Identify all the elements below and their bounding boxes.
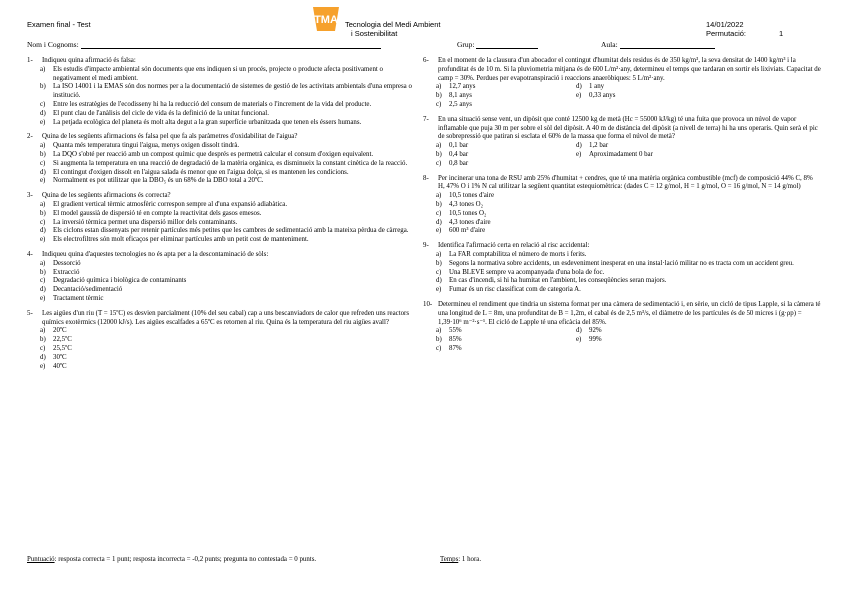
exam-date: 14/01/2022: [706, 20, 744, 29]
option-text: Fumar és un risc classificat com de categoria A.: [449, 286, 581, 294]
option-text: La DQO s'obté per reacció amb un compost químic que després es permetrà calcular el consum d'oxigen equivalent.: [53, 150, 374, 158]
time-text: : 1 hora.: [458, 556, 482, 563]
answer-option[interactable]: [40, 363, 413, 372]
answer-option[interactable]: [40, 177, 413, 186]
question-number: 4-: [27, 250, 33, 258]
option-letter: a): [436, 250, 442, 258]
option-text: Els ciclons estan dissenyats per retenir partícules més petites que les cambres de sedimentació amb la mateixa pèrdua de càrrega.: [53, 227, 409, 235]
answer-option[interactable]: [576, 92, 821, 101]
option-text: 25,5ºC: [53, 344, 72, 352]
question-number: 6-: [423, 57, 429, 64]
question-header: [423, 57, 821, 83]
answer-option[interactable]: [40, 336, 413, 345]
answer-option[interactable]: [40, 354, 413, 363]
option-text: 0,4 bar: [449, 150, 469, 158]
answer-option[interactable]: [40, 295, 413, 304]
question-block: [27, 251, 413, 304]
option-letter: d): [40, 286, 46, 294]
option-letter: a): [40, 259, 46, 267]
answer-option[interactable]: [40, 269, 413, 278]
scoring-text: : resposta correcta = 1 punt; resposta incorrecta = -0,2 punts; pregunta no contestada = 0 punts.: [54, 556, 317, 563]
answer-option[interactable]: [436, 160, 576, 169]
answer-option[interactable]: [40, 160, 413, 169]
answer-option[interactable]: [40, 83, 413, 101]
option-text: 87%: [449, 344, 462, 352]
question-block: [423, 57, 821, 110]
option-text: 55%: [449, 327, 462, 335]
option-letter: b): [436, 92, 442, 100]
option-text: 12,7 anys: [449, 83, 476, 91]
answer-option[interactable]: [436, 336, 576, 345]
room-label: Aula:: [601, 40, 618, 49]
option-letter: a): [436, 327, 442, 335]
answer-option[interactable]: [40, 227, 413, 236]
name-blank: [81, 48, 381, 49]
answer-option[interactable]: [436, 101, 576, 110]
option-text: La inversió tèrmica permet una dispersió millor dels contaminants.: [53, 218, 238, 226]
option-letter: c): [436, 209, 442, 217]
option-letter: b): [40, 336, 46, 344]
scoring-note: [27, 556, 316, 563]
option-text: 30ºC: [53, 353, 67, 361]
question-header: [27, 310, 413, 328]
option-letter: e): [576, 150, 582, 158]
answer-option[interactable]: [576, 151, 821, 160]
option-letter: e): [436, 227, 442, 235]
question-number: 2-: [27, 133, 33, 141]
question-block: [423, 116, 821, 169]
permutation-value: 1: [779, 29, 784, 38]
question-text: En una situació sense vent, un dipòsit que conté 12500 kg de metà (Hc = 55000 kJ/kg) té una fuita que provoca un núvol de vapor inflamable que puja 30 m per sobre el sòl del dipòsit. A 40 m de distància del dipòsit (a nivell de terra) hi ha uns operaris. Quin serà el pic de sobrepressió que patiran si esclata el 60% de la massa que forma el núvol de metà?: [438, 115, 818, 141]
answer-option[interactable]: [576, 327, 821, 336]
option-text: Aproximadament 0 bar: [589, 150, 653, 158]
answer-option[interactable]: [40, 260, 413, 269]
option-text: 40ºC: [53, 362, 67, 370]
option-text: En cas d'incendi, si hi ha humitat en l'ambient, les conseqüències seran majors.: [449, 277, 667, 285]
option-letter: d): [576, 83, 582, 91]
name-row: [27, 40, 381, 49]
option-text: 4,3 tones d'aire: [449, 218, 491, 226]
answer-option[interactable]: [40, 142, 413, 151]
answer-option[interactable]: [436, 269, 821, 278]
question-header: [423, 116, 821, 142]
answer-option[interactable]: [436, 227, 821, 236]
question-text: Quina de les següents afirmacions és correcta?: [42, 192, 171, 200]
question-block: [27, 310, 413, 372]
option-text: 0,8 bar: [449, 159, 469, 167]
option-text: El punt clau de l'anàlisis del cicle de vida és la definició de la unitat funcional.: [53, 109, 269, 117]
option-text: 10,5 tones d'aire: [449, 192, 495, 200]
time-note: [440, 556, 481, 563]
option-letter: d): [576, 142, 582, 150]
question-number: 9-: [423, 242, 429, 250]
answer-option[interactable]: [40, 101, 413, 110]
group-label: Grup:: [457, 40, 475, 49]
option-text: 8,1 anys: [449, 92, 472, 100]
option-text: Dessorció: [53, 259, 81, 267]
option-letter: c): [436, 159, 442, 167]
question-text: Identifica l'afirmació certa en relació al risc accidental:: [438, 242, 590, 250]
option-letter: e): [576, 92, 582, 100]
answer-option[interactable]: [40, 201, 413, 210]
option-letter: e): [40, 294, 46, 302]
option-text: Decantació/sedimentació: [53, 286, 123, 294]
answer-option[interactable]: [436, 201, 821, 210]
answer-option[interactable]: [40, 219, 413, 228]
option-text: Si augmenta la temperatura en una reacció de degradació de la matèria orgànica, es disminueix la constant cinètica de la reacció.: [53, 159, 408, 167]
answer-option[interactable]: [40, 110, 413, 119]
question-header: [27, 192, 413, 201]
school-logo: [311, 5, 341, 33]
question-header: [423, 301, 821, 327]
option-text: Una BLEVE sempre va acompanyada d'una bola de foc.: [449, 268, 605, 276]
answer-option[interactable]: [436, 83, 576, 92]
option-letter: d): [40, 227, 46, 235]
option-letter: d): [436, 277, 442, 285]
subject-line-1: Tecnologia del Medi Ambient: [345, 20, 441, 29]
option-letter: c): [40, 159, 46, 167]
question-header: [27, 251, 413, 260]
answer-option[interactable]: [576, 336, 821, 345]
option-letter: b): [436, 336, 442, 344]
question-block: [423, 175, 821, 237]
answer-grid: [436, 327, 821, 353]
option-letter: c): [40, 344, 46, 352]
time-label: Temps: [440, 556, 459, 563]
answer-grid: [436, 142, 821, 168]
option-text: El contingut d'oxigen dissolt en l'aigua salada és menor que en l'aigua dolça, si es mantenen les condicions.: [53, 168, 349, 176]
right-column: [423, 57, 821, 360]
question-text: Indiqueu quina d'aquestes tecnologies no és apta per a la descontaminació de sòls:: [42, 250, 269, 258]
option-letter: b): [436, 200, 442, 208]
option-text: 20ºC: [53, 327, 67, 335]
room-blank: [620, 48, 715, 49]
option-letter: c): [40, 218, 46, 226]
question-header: [423, 242, 821, 251]
answer-option[interactable]: [436, 142, 576, 151]
scoring-label: Puntuació: [27, 556, 55, 563]
option-letter: b): [436, 150, 442, 158]
answer-option[interactable]: [40, 151, 413, 160]
group-row: [457, 40, 538, 49]
answer-option[interactable]: [40, 236, 413, 245]
answer-option[interactable]: [40, 119, 413, 128]
question-header: [27, 57, 413, 66]
option-letter: e): [40, 177, 46, 185]
answer-option[interactable]: [436, 92, 576, 101]
question-block: [27, 192, 413, 245]
option-letter: d): [576, 327, 582, 335]
answer-option[interactable]: [40, 345, 413, 354]
option-text: Segons la normativa sobre accidents, un esdeveniment inesperat en una instal·lació militar no es tracta com un accident greu.: [449, 259, 794, 267]
option-text: 0,1 bar: [449, 142, 469, 150]
option-text: El gradient vertical tèrmic atmosfèric correspon sempre al d'una expansió adiabàtica.: [53, 200, 288, 208]
question-text: Per incinerar una tona de RSU amb 25% d'humitat + cendres, que té una matèria orgànica combustible (mcf) de composició 44% C, 8% H, 47% O i 1% N cal utilitzar la següent quantitat estequiomètrica: (dades C = 12 g/mol, H = 1 g/mol, O = 16 g/mol, N = 14 g/mol): [438, 174, 813, 191]
option-letter: b): [40, 268, 46, 276]
answer-option[interactable]: [40, 210, 413, 219]
option-letter: c): [40, 277, 46, 285]
option-letter: a): [40, 142, 46, 150]
answer-option[interactable]: [436, 327, 576, 336]
option-text: La ISO 14001 i la EMAS són dos normes per a la documentació de sistemes de gestió de les activitats ambientals d'una empresa o institució.: [53, 83, 412, 100]
option-text: Els estudis d'impacte ambiental són documents que ens indiquen si un procés, projecte o producte afecta positivament o negativament el medi ambient.: [53, 65, 383, 82]
question-header: [423, 175, 821, 193]
answer-option[interactable]: [436, 251, 821, 260]
question-header: [27, 133, 413, 142]
exam-title: Examen final - Test: [27, 20, 91, 29]
option-letter: e): [436, 286, 442, 294]
subject-line-2: i Sostenibilitat: [351, 29, 398, 38]
option-letter: d): [40, 168, 46, 176]
answer-option[interactable]: [436, 286, 821, 295]
question-number: 7-: [423, 115, 429, 123]
question-number: 5-: [27, 309, 33, 317]
option-letter: d): [436, 218, 442, 226]
option-letter: e): [40, 362, 46, 370]
question-text: En el moment de la clausura d'un abocador el contingut d'humitat dels residus és de 350 kg/m³, la seva densitat de 1400 kg/m³ i la profunditat és de 10 m. Si la pluviometria mitjana és de 600 L/m²·any, determineu el temps que tardaran en sortir els lixiviats. Capacitat de camp = 30%. Perdues per evapotranspiració i reaccions anaeròbiques: 5 L/m²·any.: [438, 57, 821, 82]
group-blank: [476, 48, 538, 49]
option-text: 99%: [589, 336, 602, 344]
option-text: Degradació química i biològica de contaminants: [53, 277, 187, 285]
answer-option[interactable]: [40, 277, 413, 286]
option-letter: a): [40, 65, 46, 73]
option-text: La petjada ecològica del planeta és molt alta degut a la gran superfície urbanitzada que tenen els éssers humans.: [53, 118, 362, 126]
answer-grid: [436, 83, 821, 109]
option-letter: b): [40, 83, 46, 91]
option-text: Quanta més temperatura tingui l'aigua, menys oxigen dissolt tindrà.: [53, 142, 240, 150]
answer-option[interactable]: [436, 151, 576, 160]
answer-option[interactable]: [40, 327, 413, 336]
option-letter: d): [40, 353, 46, 361]
option-text: 1 any: [589, 83, 605, 91]
option-text: 22,5ºC: [53, 336, 72, 344]
svg-text:TMA: TMA: [314, 14, 338, 26]
option-text: 92%: [589, 327, 602, 335]
option-text: El model gaussià de dispersió té en compte la reactivitat dels gasos emesos.: [53, 209, 262, 217]
option-text: 4,3 tones O₂: [449, 200, 483, 208]
answer-option[interactable]: [436, 192, 821, 201]
option-text: 10,5 tones O₂: [449, 209, 487, 217]
option-letter: b): [40, 150, 46, 158]
question-number: 10-: [423, 300, 433, 308]
answer-option[interactable]: [436, 210, 821, 219]
option-letter: e): [576, 336, 582, 344]
option-letter: b): [436, 259, 442, 267]
answer-option[interactable]: [436, 260, 821, 269]
option-text: Extracció: [53, 268, 80, 276]
option-text: Els electrofiltres són molt eficaços per eliminar partícules amb un petit cost de manteniment.: [53, 236, 309, 244]
option-letter: a): [436, 142, 442, 150]
answer-option[interactable]: [40, 286, 413, 295]
option-text: Normalment es pot utilitzar que la DBO₅ és un 68% de la DBO total a 20ºC.: [53, 177, 264, 185]
option-text: Entre les estratègies de l'ecodisseny hi ha la reducció del consum de materials o l'increment de la vida del producte.: [53, 100, 372, 108]
question-number: 1-: [27, 57, 33, 64]
question-block: [27, 57, 413, 127]
room-row: [601, 40, 715, 49]
option-text: Tractament tèrmic: [53, 294, 104, 302]
answer-option[interactable]: [576, 142, 821, 151]
option-text: 0,33 anys: [589, 92, 616, 100]
option-text: 600 m³ d'aire: [449, 227, 486, 235]
option-text: La FAR comptabilitza el número de morts i ferits.: [449, 250, 587, 258]
question-text: Determineu el rendiment que tindria un sistema format per una càmera de sedimentació i, en sèrie, un cicló de tipus Lapple, si la càmera té una longitud de L = 8m, una profunditat de B = 1,2m, el cabal és de 2,5 m³/s, el diàmetre de les partícules és de 50 micres i (g·ρp) = 1,39·10⁶ m⁻²·s⁻¹. El cicló de Lapple té una eficàcia del 85%.: [438, 300, 821, 326]
left-column: [27, 57, 413, 377]
answer-option[interactable]: [436, 277, 821, 286]
option-letter: c): [436, 344, 442, 352]
option-letter: d): [40, 109, 46, 117]
answer-option[interactable]: [436, 345, 576, 354]
permutation-label: Permutació:: [706, 29, 747, 38]
question-block: [423, 301, 821, 354]
option-letter: c): [436, 100, 442, 108]
question-text: Les aigües d'un riu (T = 15ºC) es desvien parcialment (10% del seu cabal) cap a uns bescanviadors de calor que refreden uns reactors químics exotèrmics (12000 kJ/s). Les aigües escalfades a 65ºC es retornen al riu. Quina és la temperatura del riu aigües avall?: [42, 309, 410, 326]
option-letter: a): [436, 192, 442, 200]
answer-option[interactable]: [40, 66, 413, 84]
name-label: Nom i Cognoms:: [27, 40, 79, 49]
option-text: 85%: [449, 336, 462, 344]
answer-option[interactable]: [40, 169, 413, 178]
option-letter: a): [436, 83, 442, 91]
question-block: [423, 242, 821, 295]
question-block: [27, 133, 413, 186]
option-letter: c): [40, 100, 46, 108]
answer-option[interactable]: [436, 219, 821, 228]
option-letter: e): [40, 118, 46, 126]
question-text: Indiqueu quina afirmació és falsa:: [42, 57, 136, 64]
question-number: 3-: [27, 192, 33, 200]
option-letter: a): [40, 200, 46, 208]
option-letter: a): [40, 327, 46, 335]
option-letter: b): [40, 209, 46, 217]
option-text: 2,5 anys: [449, 100, 472, 108]
question-number: 8-: [423, 174, 429, 182]
option-letter: e): [40, 236, 46, 244]
option-letter: c): [436, 268, 442, 276]
question-text: Quina de les següents afirmacions és falsa pel que fa als paràmetres d'oxidabilitat de l'aigua?: [42, 133, 298, 141]
option-text: 1,2 bar: [589, 142, 609, 150]
answer-option[interactable]: [576, 83, 821, 92]
